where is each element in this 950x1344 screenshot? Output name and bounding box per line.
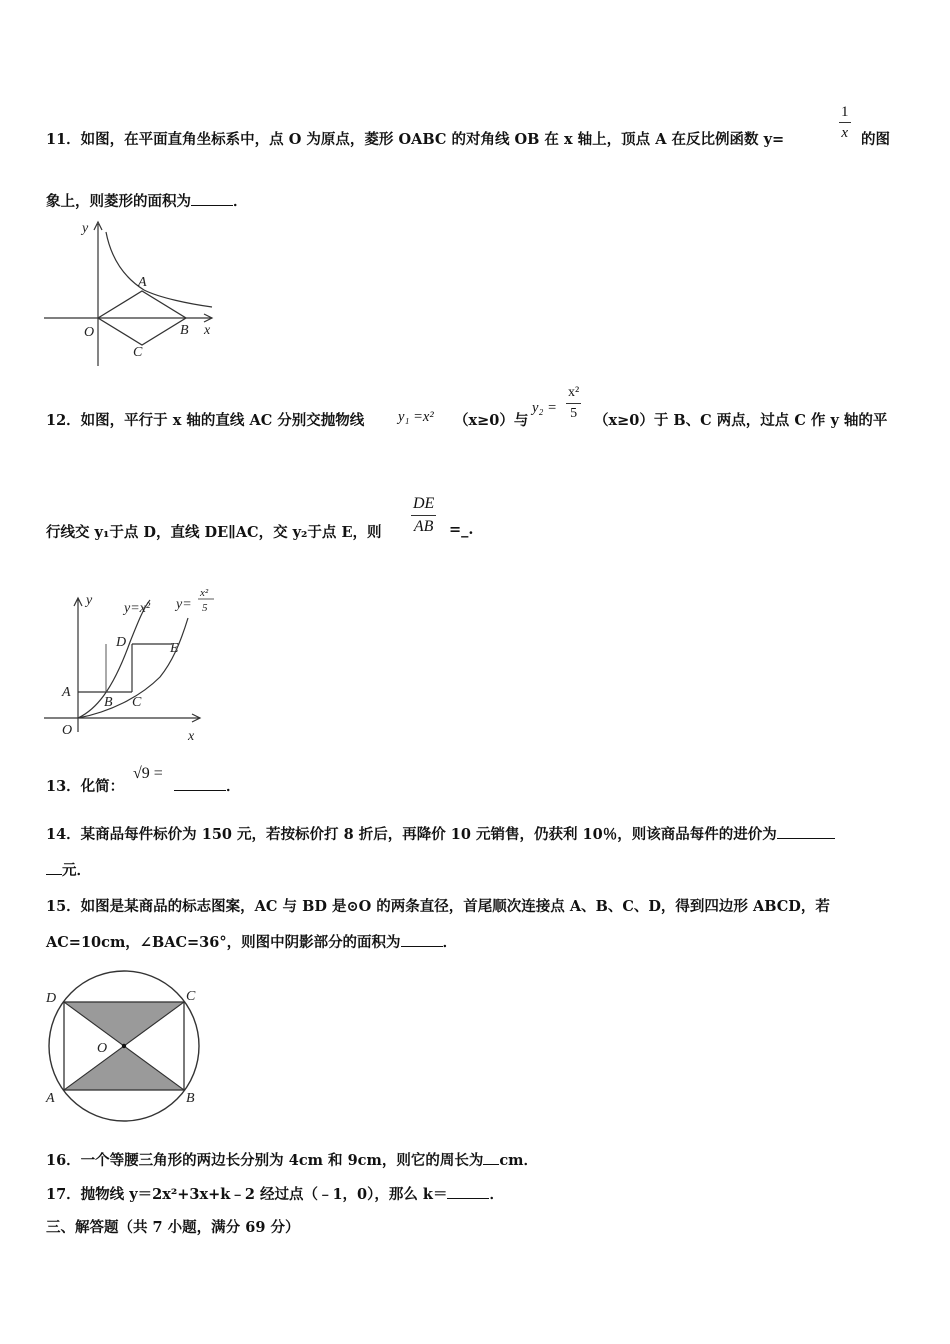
- q17-line: [46, 1183, 504, 1204]
- answer-blank[interactable]: [777, 826, 835, 839]
- q11-line1: [46, 128, 784, 149]
- label-a: A: [46, 1091, 55, 1106]
- q15-line2: [46, 931, 457, 952]
- label-b: B: [104, 695, 113, 710]
- q12-line1: [46, 409, 364, 430]
- q12-y2-lhs-text: y₂ =: [532, 400, 557, 416]
- q15-line2-end: ．: [442, 934, 458, 951]
- q15-line1: [46, 895, 830, 916]
- q12-ratio-den: AB: [413, 518, 434, 535]
- q17-end: ．: [489, 1186, 504, 1203]
- q11-text: 11．如图，在平面直角坐标系中，点 O 为原点，菱形 OABC 的对角线 OB 在 x 轴上，顶点 A 在反比例函数 y=: [46, 131, 785, 148]
- q14-text: 14．某商品每件标价为 150 元，若按标价打 8 折后，再降价 10 元销售，仍获利 10％，则该商品每件的进价为: [46, 826, 777, 843]
- q17-text: 17．抛物线 y＝2x²+3x+k﹣2 经过点（﹣1，0），那么 k＝: [46, 1186, 448, 1203]
- hyperbola-curve: [106, 232, 212, 307]
- label-x: x: [188, 729, 195, 744]
- label-o: O: [84, 325, 95, 340]
- q12-y2-lhs: [532, 400, 557, 417]
- q16-text: 16．一个等腰三角形的两边长分别为 4cm 和 9cm，则它的周长为: [46, 1152, 484, 1169]
- q14-line2: [46, 859, 91, 880]
- q11-fraction: [839, 102, 851, 143]
- q15-figure: [40, 966, 210, 1116]
- q12-ratio-num: DE: [411, 493, 436, 516]
- q11-line1-end: [861, 128, 890, 149]
- label-o: O: [62, 723, 73, 738]
- section3-title: 三、解答题（共 7 小题，满分 69 分）: [46, 1219, 300, 1236]
- answer-blank-continued[interactable]: [46, 862, 62, 875]
- q12-cond1-text: （x≥0）与: [454, 412, 529, 429]
- q11-line2-text: 象上，则菱形的面积为: [46, 193, 191, 210]
- q12-y1-expr: y₁ =x²: [398, 409, 434, 425]
- q12-line2: [46, 521, 382, 542]
- center-point: [122, 1044, 126, 1048]
- label-y: y: [82, 221, 89, 236]
- q13-expression: [133, 765, 163, 783]
- answer-blank[interactable]: [401, 934, 443, 947]
- label-e: E: [170, 641, 179, 656]
- q11-frac-den: x: [841, 125, 849, 141]
- label-o: O: [97, 1041, 108, 1056]
- label-x: x: [204, 323, 211, 338]
- answer-blank[interactable]: [483, 1152, 499, 1165]
- q13-expr: √9 =: [133, 765, 163, 782]
- q13-line: [46, 775, 124, 796]
- label-curve2-den: 5: [202, 602, 208, 614]
- q12-y1-expression: [398, 409, 434, 426]
- answer-blank[interactable]: [191, 193, 233, 206]
- q15-text: 15．如图是某商品的标志图案，AC 与 BD 是⊙O 的两条直径，首尾顺次连接点 A、B、C、D，得到四边形 ABCD，若: [46, 898, 830, 915]
- label-b: B: [186, 1091, 195, 1106]
- q12-y2-fraction: [566, 383, 581, 424]
- answer-blank[interactable]: [447, 1186, 489, 1199]
- q14-line2-end: 元．: [62, 862, 91, 879]
- label-c: C: [132, 695, 142, 710]
- label-d: D: [46, 991, 57, 1006]
- q13-text: 13．化简：: [46, 778, 125, 795]
- q14-line1: [46, 823, 835, 844]
- answer-blank[interactable]: [174, 778, 226, 791]
- q12-line1-end: [594, 409, 887, 430]
- q11-frac-num: 1: [839, 102, 851, 123]
- q12-cond1: [454, 409, 528, 430]
- q12-text-b: （x≥0）于 B、C 两点，过点 C 作 y 轴的平: [594, 412, 888, 429]
- label-curve2-lhs: y=: [176, 597, 192, 612]
- q12-y2-den: 5: [570, 406, 578, 421]
- q13-answer: [174, 775, 241, 796]
- q12-ratio-fraction: [411, 493, 436, 538]
- q11-figure: [40, 218, 220, 370]
- q16-end: cm．: [499, 1152, 539, 1169]
- section-heading: [46, 1216, 299, 1237]
- q12-line2-end: [449, 521, 473, 538]
- q12-line2-end-text[interactable]: =_.: [449, 521, 474, 538]
- label-b: B: [180, 323, 189, 338]
- q11-line2-end: ．: [233, 193, 248, 210]
- label-y: y: [86, 593, 93, 608]
- label-curve1: y=x²: [124, 601, 151, 616]
- q13-end: ．: [226, 778, 241, 795]
- q15-line2-text: AC=10cm，∠BAC=36°，则图中阴影部分的面积为: [46, 934, 401, 951]
- q16-line: [46, 1149, 538, 1170]
- q12-line2-text: 行线交 y₁于点 D，直线 DE∥AC，交 y₂于点 E，则: [46, 524, 382, 541]
- q12-y2-num: x²: [566, 383, 581, 404]
- label-a: A: [62, 685, 71, 700]
- q11-line2: [46, 190, 248, 211]
- label-c: C: [133, 345, 143, 360]
- q12-text-a: 12．如图，平行于 x 轴的直线 AC 分别交抛物线: [46, 412, 365, 429]
- label-d: D: [116, 635, 127, 650]
- q11-text-end: 的图: [861, 131, 890, 148]
- label-curve2-num: x²: [200, 587, 209, 599]
- q12-figure: [40, 582, 240, 746]
- label-a: A: [138, 275, 147, 290]
- label-c: C: [186, 989, 196, 1004]
